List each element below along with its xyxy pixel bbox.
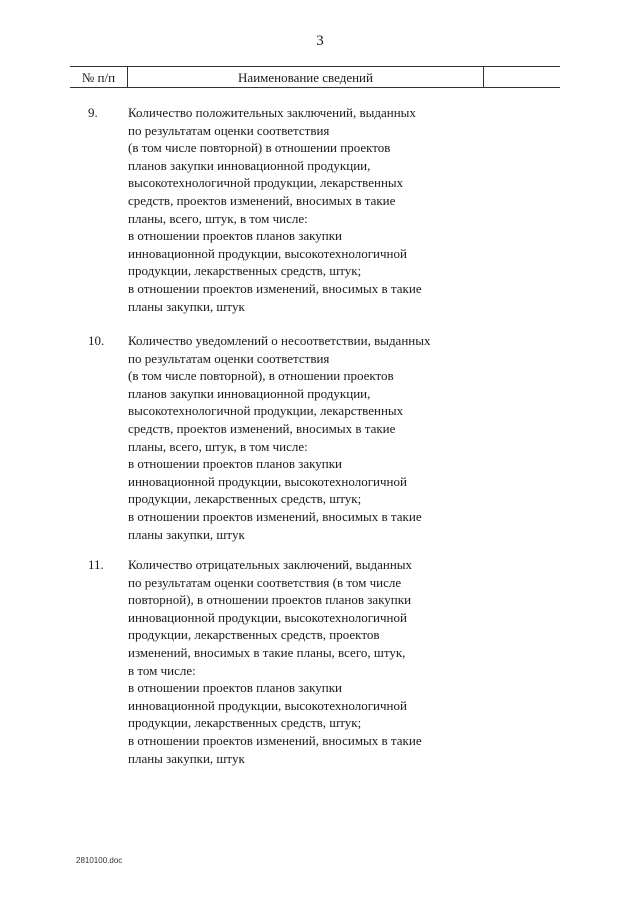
item-text-line: планы, всего, штук, в том числе:	[128, 438, 308, 454]
column-header-name: Наименование сведений	[128, 67, 484, 87]
item-text	[128, 556, 498, 767]
item-text-line: продукции, лекарственных средств, штук;	[128, 263, 362, 279]
item-text-line: Количество отрицательных заключений, выданных	[128, 557, 413, 572]
item-text-line: в отношении проектов изменений, вносимых в такие	[128, 508, 422, 524]
item-text-line: (в том числе повторной) в отношении проектов	[128, 140, 391, 156]
item-number: 11.	[88, 557, 104, 572]
item-text-line: в отношении проектов планов закупки	[128, 456, 343, 472]
item-text-line: средств, проектов изменений, вносимых в такие	[128, 420, 396, 436]
item-text	[128, 332, 498, 543]
item-text-line: инновационной продукции, высокотехнологичной	[128, 609, 407, 625]
item-text-line: планы, всего, штук, в том числе:	[128, 210, 308, 226]
item-text-line: продукции, лекарственных средств, штук;	[128, 491, 362, 507]
item-text-line: инновационной продукции, высокотехнологичной	[128, 473, 407, 489]
item-text-line: средств, проектов изменений, вносимых в такие	[128, 192, 396, 208]
item-text-line: в том числе:	[128, 662, 196, 678]
item-text-line: планы закупки, штук	[128, 750, 245, 766]
item-text-line: по результатам оценки соответствия	[128, 122, 330, 138]
item-text-line: высокотехнологичной продукции, лекарственных	[128, 403, 404, 419]
item-text-line: по результатам оценки соответствия (в том числе	[128, 574, 402, 590]
item-text-line: Количество уведомлений о несоответствии, выданных	[128, 333, 431, 348]
item-text-line: продукции, лекарственных средств, проектов	[128, 627, 380, 643]
item-text	[128, 104, 498, 315]
item-text-line: (в том числе повторной), в отношении проектов	[128, 368, 394, 384]
item-text-line: высокотехнологичной продукции, лекарственных	[128, 175, 404, 191]
item-text-line: в отношении проектов изменений, вносимых в такие	[128, 732, 422, 748]
item-number: 10.	[88, 333, 105, 348]
item-text-line: планов закупки инновационной продукции,	[128, 157, 371, 173]
column-header-empty	[484, 67, 560, 87]
item-text-line: Количество положительных заключений, выданных	[128, 105, 416, 120]
item-text-line: инновационной продукции, высокотехнологичной	[128, 245, 407, 261]
item-text-line: по результатам оценки соответствия	[128, 350, 330, 366]
item-text-line: планов закупки инновационной продукции,	[128, 385, 371, 401]
item-text-line: изменений, вносимых в такие планы, всего, штук,	[128, 644, 406, 660]
item-text-line: повторной), в отношении проектов планов закупки	[128, 592, 412, 608]
item-text-line: в отношении проектов изменений, вносимых в такие	[128, 280, 422, 296]
page-number: 3	[316, 33, 324, 49]
item-text-line: продукции, лекарственных средств, штук;	[128, 715, 362, 731]
item-text-line: планы закупки, штук	[128, 526, 245, 542]
table-header	[70, 66, 560, 88]
item-text-line: в отношении проектов планов закупки	[128, 680, 343, 696]
item-text-line: планы закупки, штук	[128, 298, 245, 314]
item-text-line: в отношении проектов планов закупки	[128, 228, 343, 244]
column-header-number: № п/п	[70, 67, 128, 87]
footer-filename: 2810100.doc	[76, 856, 123, 865]
item-number: 9.	[88, 105, 98, 120]
item-text-line: инновационной продукции, высокотехнологичной	[128, 697, 407, 713]
